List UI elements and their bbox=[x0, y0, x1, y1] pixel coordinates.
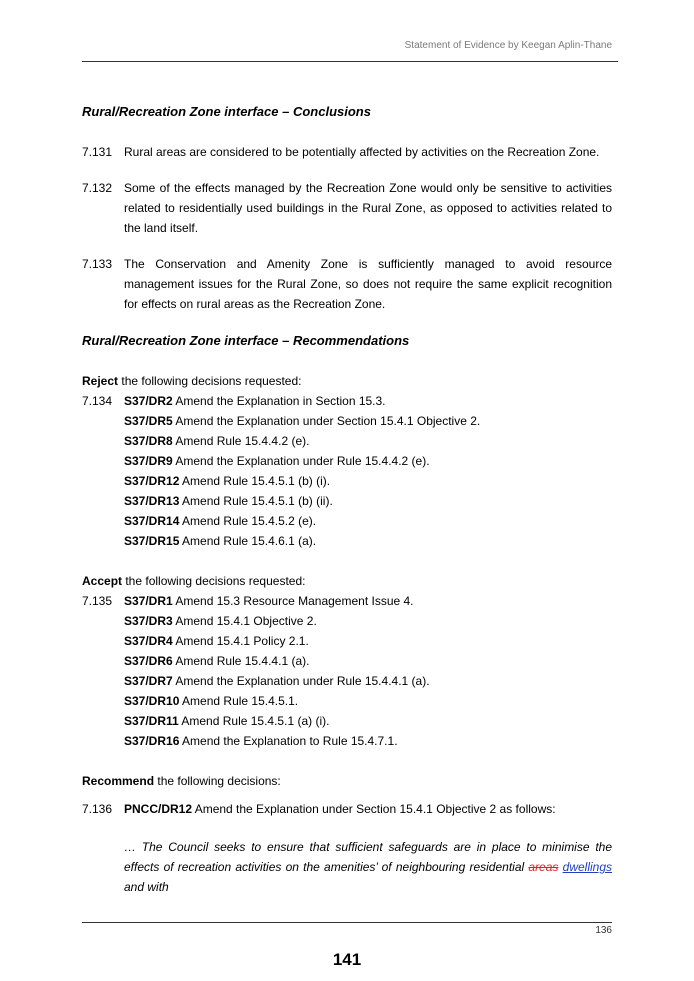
amended-explanation-quote: … The Council seeks to ensure that sufficient safeguards are in place to minimise the effects of recreation activities on the amenities’ of neighbouring residential areas dwellings and with bbox=[124, 840, 612, 894]
list-item: S37/DR7 Amend the Explanation under Rule 15.4.4.1 (a). bbox=[124, 674, 430, 688]
deleted-text: areas bbox=[528, 860, 559, 874]
decision-list-reject bbox=[82, 391, 612, 551]
list-item: S37/DR16 Amend the Explanation to Rule 15.4.7.1. bbox=[124, 734, 398, 748]
paragraph-text: Rural areas are considered to be potentially affected by activities on the Recreation Zone. bbox=[124, 145, 600, 159]
decision-list-accept bbox=[82, 591, 612, 751]
paragraph-7-131 bbox=[82, 142, 612, 162]
paragraph-number: 7.133 bbox=[82, 257, 113, 271]
footer-rule bbox=[82, 922, 612, 923]
inserted-text: dwellings bbox=[562, 860, 612, 874]
list-item: S37/DR3 Amend 15.4.1 Objective 2. bbox=[124, 614, 317, 628]
paragraph-7-133 bbox=[82, 254, 612, 314]
list-item: S37/DR1 Amend 15.3 Resource Management Issue 4. bbox=[124, 594, 414, 608]
section-heading-recommendations: Rural/Recreation Zone interface – Recommendations bbox=[82, 333, 410, 348]
list-item: S37/DR9 Amend the Explanation under Rule 15.4.4.2 (e). bbox=[124, 454, 430, 468]
list-item: S37/DR15 Amend Rule 15.4.6.1 (a). bbox=[124, 534, 317, 548]
list-item: S37/DR10 Amend Rule 15.4.5.1. bbox=[124, 694, 299, 708]
list-item: S37/DR4 Amend 15.4.1 Policy 2.1. bbox=[124, 634, 309, 648]
list-item: S37/DR6 Amend Rule 15.4.4.1 (a). bbox=[124, 654, 310, 668]
header-rule bbox=[82, 61, 618, 62]
accept-intro: Accept the following decisions requested: bbox=[82, 574, 306, 588]
document-body bbox=[82, 102, 612, 897]
paragraph-7-132 bbox=[82, 178, 612, 238]
section-heading-conclusions: Rural/Recreation Zone interface – Conclusions bbox=[82, 104, 371, 119]
paragraph-7-136: 7.136 PNCC/DR12 Amend the Explanation under Section 15.4.1 Objective 2 as follows: bbox=[82, 799, 612, 819]
paragraph-number: 7.134 bbox=[82, 394, 113, 408]
paragraph-text: The Conservation and Amenity Zone is sufficiently managed to avoid resource management issues for the Rural Zone, so does not require the same explicit recognition for effects on rural areas as the Recreation Zone. bbox=[124, 257, 612, 311]
recommend-intro: Recommend the following decisions: bbox=[82, 774, 281, 788]
paragraph-number: 7.132 bbox=[82, 181, 113, 195]
list-item: S37/DR2 Amend the Explanation in Section 15.3. bbox=[124, 394, 386, 408]
page-stamp-number: 141 bbox=[332, 950, 362, 969]
paragraph-number: 7.135 bbox=[82, 594, 113, 608]
running-header: Statement of Evidence by Keegan Aplin-Thane bbox=[404, 40, 612, 51]
list-item: S37/DR14 Amend Rule 15.4.5.2 (e). bbox=[124, 514, 317, 528]
decision-code: PNCC/DR12 bbox=[124, 802, 193, 816]
list-item: S37/DR8 Amend Rule 15.4.4.2 (e). bbox=[124, 434, 310, 448]
footer-page-number: 136 bbox=[595, 925, 612, 936]
paragraph-text: Some of the effects managed by the Recreation Zone would only be sensitive to activities related to residentially used buildings in the Rural Zone, as opposed to activities related to the land itself. bbox=[124, 181, 612, 235]
list-item: S37/DR12 Amend Rule 15.4.5.1 (b) (i). bbox=[124, 474, 331, 488]
list-item: S37/DR5 Amend the Explanation under Section 15.4.1 Objective 2. bbox=[124, 414, 481, 428]
list-item: S37/DR11 Amend Rule 15.4.5.1 (a) (i). bbox=[124, 714, 330, 728]
paragraph-number: 7.136 bbox=[82, 802, 113, 816]
paragraph-number: 7.131 bbox=[82, 145, 113, 159]
list-item: S37/DR13 Amend Rule 15.4.5.1 (b) (ii). bbox=[124, 494, 333, 508]
reject-intro: Reject the following decisions requested: bbox=[82, 374, 302, 388]
